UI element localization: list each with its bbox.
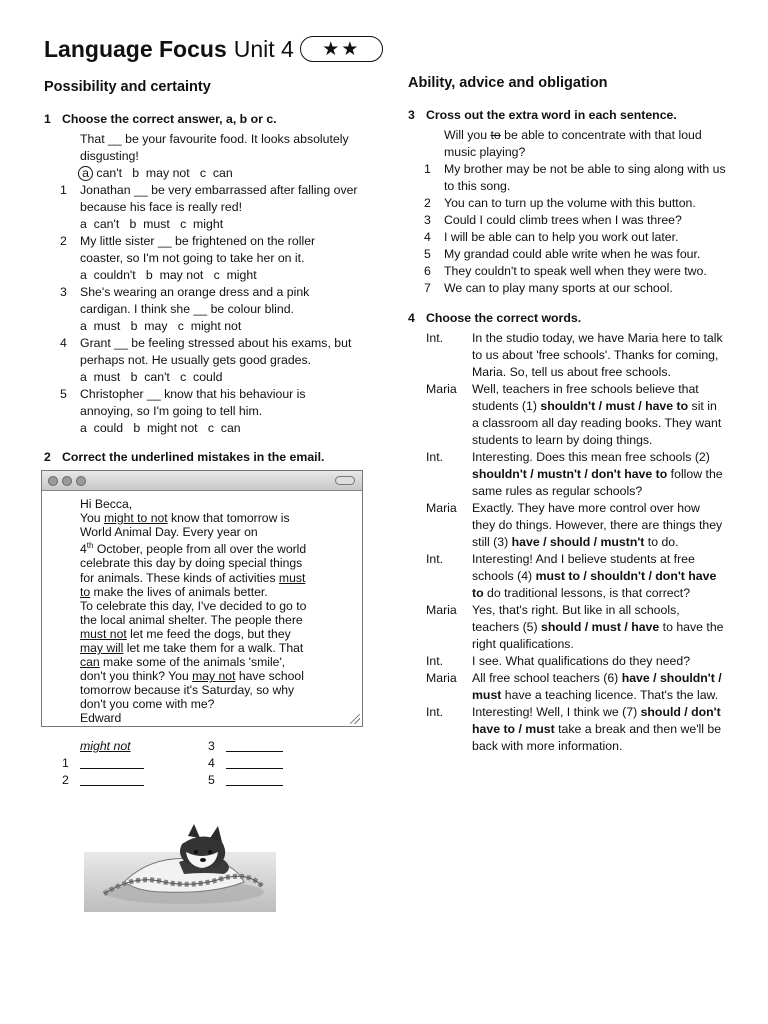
exercise-1-instruction: Choose the correct answer, a, b or c. xyxy=(62,112,277,126)
exercise-2-number: 2 xyxy=(44,450,51,464)
question-options: a can't b must c might xyxy=(80,217,224,231)
answer-blank-1[interactable] xyxy=(80,755,144,769)
question-options: a couldn't b may not c might xyxy=(80,268,257,282)
choice-options[interactable]: have / shouldn't / must xyxy=(472,671,722,702)
answer-number: 3 xyxy=(208,739,215,753)
email-line: celebrate this day by doing special things xyxy=(80,556,303,571)
section-title-possibility: Possibility and certainty xyxy=(44,79,211,95)
exercise-2-heading xyxy=(44,450,324,464)
dialogue-line: Int. I see. What qualifications do they need? xyxy=(426,654,691,668)
question-text: She's wearing an orange dress and a pink cardigan. I think she __ be colour blind. xyxy=(80,285,310,316)
question-text: Jonathan __ be very embarrassed after falling over because his face is really red! xyxy=(80,183,358,214)
section-title-ability: Ability, advice and obligation xyxy=(408,75,608,91)
email-line: may will let me take them for a walk. That xyxy=(80,641,304,655)
email-line: tomorrow because it's Saturday, so why xyxy=(80,683,295,698)
dialogue-line: Maria All free school teachers (6) have / shouldn't / must have a teaching licence. That's the law. xyxy=(426,671,722,702)
underlined-mistake: can xyxy=(80,655,100,670)
underlined-mistake: might to not xyxy=(103,511,168,526)
answer-number: 5 xyxy=(208,773,215,787)
example-options xyxy=(80,165,360,182)
page-title xyxy=(44,33,383,65)
window-button-icon xyxy=(48,476,58,486)
dialogue-line: Maria Exactly. They have more control over how they do things. However, there are things they still (3) have / should / mustn't to do. xyxy=(426,501,723,549)
speaker-label: Int. xyxy=(426,705,444,719)
window-button-icon xyxy=(76,476,86,486)
list-item: 6 They couldn't to speak well when they were two. xyxy=(424,264,707,278)
choice-options[interactable]: must to / shouldn't / don't have to xyxy=(472,569,717,600)
email-line: for animals. These kinds of activities must xyxy=(80,570,306,585)
question-text: My little sister __ be frightened on the roller coaster, so I'm not going to take her on it. xyxy=(80,234,316,265)
item-number: 5 xyxy=(60,387,67,401)
email-line: don't you think? You may not have school xyxy=(80,669,304,684)
answer-number: 1 xyxy=(62,756,69,770)
speaker-label: Maria xyxy=(426,603,457,617)
speaker-label: Int. xyxy=(426,654,444,668)
list-item: 4 I will be able can to help you work out later. xyxy=(424,230,679,244)
underlined-mistake: must xyxy=(278,570,306,585)
answer-blank-2[interactable] xyxy=(80,772,144,786)
exercise-4-heading xyxy=(408,311,581,325)
exercise-4-instruction: Choose the correct words. xyxy=(426,311,582,325)
email-greeting: Hi Becca, xyxy=(80,497,133,511)
exercise-1-example xyxy=(60,131,360,182)
answer-number: 2 xyxy=(62,773,69,787)
title-unit: Unit 4 xyxy=(233,35,294,62)
exercise-1-heading xyxy=(44,112,277,126)
exercise-3-example: Will you to be able to concentrate with that loud music playing? xyxy=(444,128,702,159)
speaker-label: Maria xyxy=(426,382,457,396)
title-language-focus: Language Focus xyxy=(44,35,227,62)
exercise-1-list xyxy=(60,131,360,437)
underlined-mistake: to xyxy=(80,584,91,599)
question-text: Grant __ be feeling stressed about his exams, but perhaps not. He usually gets good grades. xyxy=(80,336,352,367)
email-window xyxy=(41,470,363,727)
difficulty-stars-badge: ★★ xyxy=(300,36,383,62)
item-number: 3 xyxy=(60,285,67,299)
speaker-label: Maria xyxy=(426,671,457,685)
choice-options[interactable]: shouldn't / must / have to xyxy=(540,399,689,413)
speaker-label: Maria xyxy=(426,501,457,515)
exercise-3-list xyxy=(424,127,734,297)
answers-right xyxy=(208,738,308,789)
list-item xyxy=(60,335,360,386)
list-item: 2 You can to turn up the volume with this button. xyxy=(424,196,696,210)
exercise-2-instruction: Correct the underlined mistakes in the email. xyxy=(62,450,325,464)
list-item xyxy=(60,386,360,437)
answer-blank-3[interactable] xyxy=(226,738,283,752)
email-line: don't you come with me? xyxy=(80,697,215,712)
email-line: to make the lives of animals better. xyxy=(80,584,268,599)
answers-left xyxy=(62,738,212,789)
dialogue-line: Int. Interesting! And I believe students at free schools (4) must to / shouldn't / don't have to do traditional lessons, is that correct? xyxy=(426,552,717,600)
circled-answer-a: a xyxy=(78,166,93,181)
underlined-mistake: may will xyxy=(80,641,124,655)
dialogue-line: Maria Well, teachers in free schools believe that students (1) shouldn't / must / have to sit in a classroom all day reading books. They want students to learn by doing things. xyxy=(426,382,722,447)
choice-options[interactable]: should / don't have to / must xyxy=(472,705,721,736)
resize-grip-icon[interactable] xyxy=(350,714,360,724)
dialogue-line: Maria Yes, that's right. But like in all schools, teachers (5) should / must / have to have the right qualifications. xyxy=(426,603,724,651)
item-number: 2 xyxy=(60,234,67,248)
exercise-4-number: 4 xyxy=(408,311,415,325)
answer-blank-4[interactable] xyxy=(226,755,283,769)
email-body xyxy=(80,497,350,726)
email-line: To celebrate this day, I've decided to go to xyxy=(80,598,307,613)
choice-options[interactable]: have / should / mustn't xyxy=(511,535,645,549)
dialogue-line: Int. Interesting! Well, I think we (7) should / don't have to / must take a break and then we'll be back with more information. xyxy=(426,705,722,753)
exercise-1-number: 1 xyxy=(44,112,51,126)
speaker-label: Int. xyxy=(426,331,444,345)
puppy-photo xyxy=(84,822,276,912)
question-options: a must b may c might not xyxy=(80,319,242,333)
example-options-rest: can't b may not c can xyxy=(93,166,233,180)
list-item: 1 My brother may be not be able to sing along with us to this song. xyxy=(424,162,726,193)
email-line: World Animal Day. Every year on xyxy=(80,525,258,540)
interview-dialogue xyxy=(426,330,726,755)
email-line: the local animal shelter. The people there xyxy=(80,612,303,627)
choice-options[interactable]: shouldn't / mustn't / don't have to xyxy=(472,467,668,481)
window-pill-icon xyxy=(335,476,355,485)
exercise-3-instruction: Cross out the extra word in each sentence. xyxy=(426,108,677,122)
underlined-mistake: may not xyxy=(192,669,236,684)
dialogue-line: Int. Interesting. Does this mean free schools (2) shouldn't / mustn't / don't have to follow the same rules as regular schools? xyxy=(426,450,723,498)
email-line: can make some of the animals 'smile', xyxy=(80,655,286,670)
underlined-mistake: must not xyxy=(80,626,127,641)
list-item xyxy=(60,284,360,335)
crossed-out-word: to xyxy=(490,128,501,142)
speaker-label: Int. xyxy=(426,552,444,566)
speaker-label: Int. xyxy=(426,450,444,464)
list-item: 5 My grandad could able write when he was four. xyxy=(424,247,701,261)
dialogue-line: Int. In the studio today, we have Maria here to talk to us about 'free schools'. Thanks for coming, Maria. So, tell us about free schools. xyxy=(426,331,723,379)
question-options: a must b can't c could xyxy=(80,370,223,384)
exercise-3-number: 3 xyxy=(408,108,415,122)
question-text: Christopher __ know that his behaviour is annoying, so I'm going to tell him. xyxy=(80,387,306,418)
email-line: 4th October, people from all over the world xyxy=(80,541,307,557)
list-item: 7 We can to play many sports at our school. xyxy=(424,281,673,295)
question-options: a could b might not c can xyxy=(80,421,241,435)
email-title-bar xyxy=(42,471,362,491)
email-line: You might to not know that tomorrow is xyxy=(80,511,290,526)
window-button-icon xyxy=(62,476,72,486)
email-line: must not let me feed the dogs, but they xyxy=(80,626,291,641)
item-number: 1 xyxy=(60,183,67,197)
exercise-3-heading xyxy=(408,108,677,122)
list-item xyxy=(60,182,360,233)
answer-blank-5[interactable] xyxy=(226,772,283,786)
choice-options[interactable]: should / must / have xyxy=(541,620,660,634)
example-answer: might not xyxy=(80,739,131,753)
list-item: 3 Could I could climb trees when I was three? xyxy=(424,213,682,227)
list-item xyxy=(60,233,360,284)
answer-number: 4 xyxy=(208,756,215,770)
email-signature: Edward xyxy=(80,711,122,726)
example-question-text: That __ be your favourite food. It looks absolutely disgusting! xyxy=(80,132,349,163)
item-number: 4 xyxy=(60,336,67,350)
